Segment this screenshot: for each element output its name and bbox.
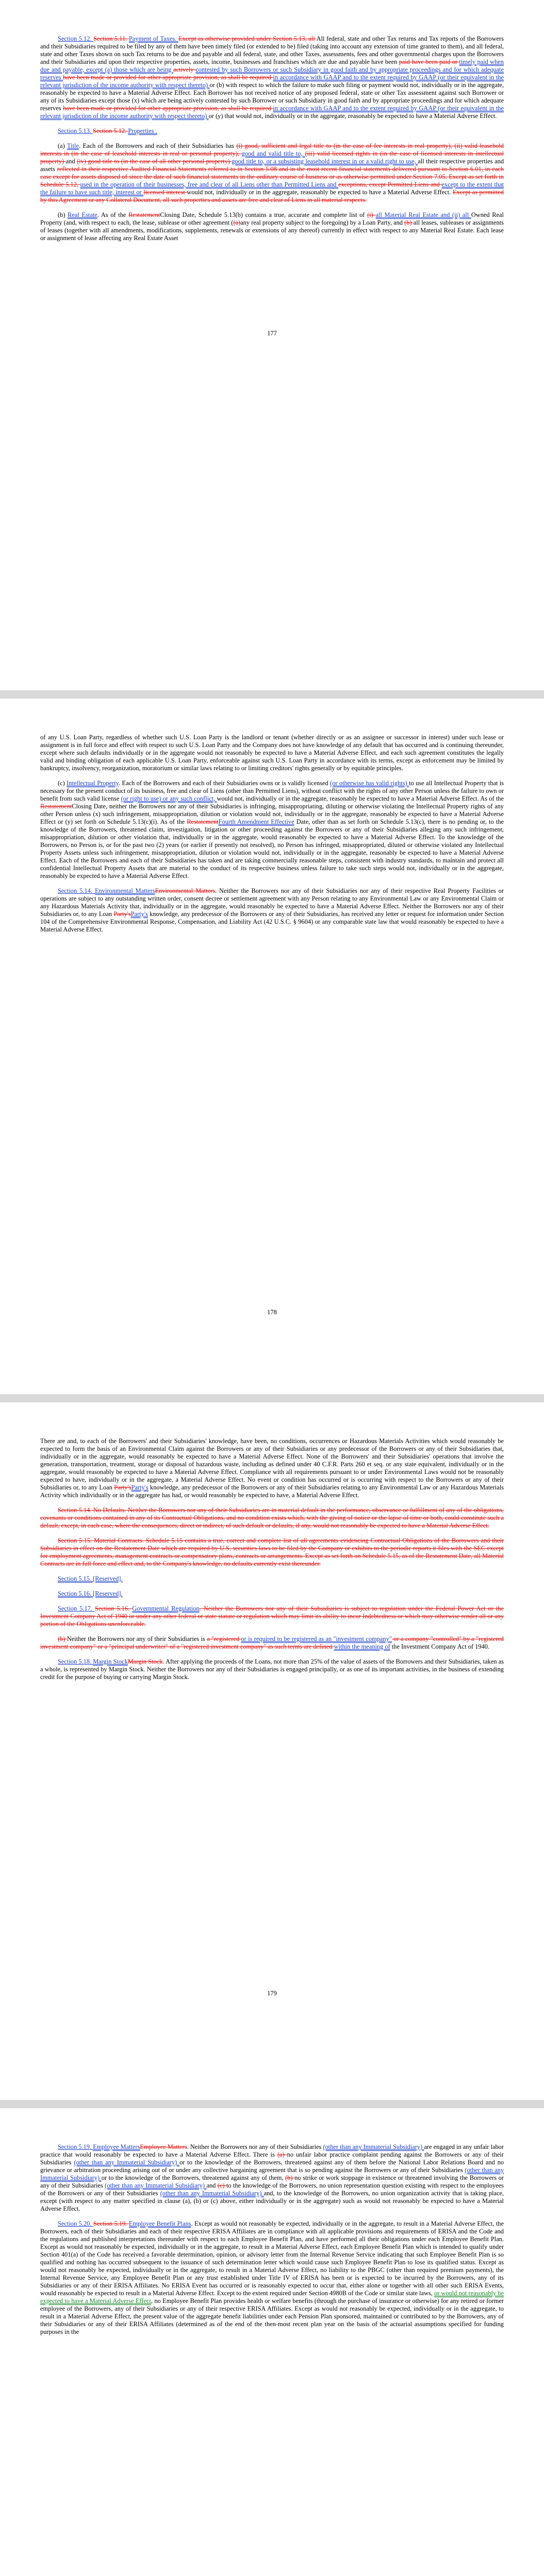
body-text: . Neither the Borrowers nor any of their Subsidiaries nor any of their respective Real Property Facilities or operations are subject to any outstanding written order, consent decree or settlement agreement with any Person relating to any Environmental Law or any Environmental Claim or any Hazardous Materials Activity that, individually or in the aggregate, would reasonably be expected to have a Material Adverse Effect. Neither the Borrowers nor any of their Subsidiaries or, to any Loan	[40, 887, 504, 918]
body-text: and, to the knowledge of the Borrowers, no union organization activity that is taking place, except (with respect to any matter specified in clause (a), (b) or (c) above, either individually or in the aggregate) such as would not reasonably be expected to have a Material Adverse Effect.	[40, 2190, 504, 2212]
deleted-text: Restatement	[128, 211, 160, 218]
deleted-text: paid have been paid or	[399, 58, 459, 65]
deleted-text: licensed interest	[143, 189, 187, 196]
body-text: or to the knowledge of the Borrowers, threatened against any of them,	[101, 2174, 286, 2181]
deleted-text: Section 5.19.	[93, 2220, 129, 2227]
deleted-text: Environmental Matters	[155, 887, 216, 894]
inserted-text: in accordance with GAAP	[273, 105, 343, 112]
body-text: There are and, to each of the Borrowers' and their Subsidiaries' knowledge, have been, no conditions, occurrences or Hazardous Materials Activities which would reasonably be expected to form the basis of an Environmental Claim against the Borrowers or any of their Subsidiaries or any predecessor of the Borrowers or any of their Subsidiaries that, individually or in the aggregate, would reasonably be expected to have a Material Adverse Effect. None of the Borrowers' and their Subsidiaries' operations that involve the generation, transportation, treatment, storage or disposal of hazardous waste, including as defined under 40 C.F.R. Parts 260 et seq. or any state equivalent, individually or in the aggregate, would reasonably be expected to have a Material Adverse Effect. Compliance with all requirements pursuant to or under Environmental Laws would not be reasonably expected to have, individually or in the aggregate, a Material Adverse Effect. No event or condition has occurred or is occurring with respect to the Borrowers or any of their Subsidiaries or, to any Loan	[40, 1437, 504, 1491]
deleted-text: Employee Matters	[140, 2143, 187, 2150]
inserted-text: good title to, or a subsisting leasehold interest in or a valid right to use,	[232, 158, 418, 165]
paragraph	[40, 734, 504, 772]
deleted-text: (c)	[217, 2182, 226, 2189]
deleted-text: (i)	[367, 211, 376, 218]
deleted-text: Except as otherwise provided under Section 5.13, all	[178, 35, 317, 42]
inserted-text: Employee Benefit Plans	[128, 2220, 191, 2227]
body-text: All federal, state and other Tax returns and Tax reports of the Borrowers and their Subsidiaries required to be filed by any of them have been timely	[40, 35, 504, 50]
paragraph	[40, 2220, 504, 2336]
inserted-text: (other than any Immaterial Subsidiary)	[160, 2190, 264, 2197]
document-page	[0, 0, 544, 690]
body-text: or to the knowledge of the Borrowers, threatened against any of them before the National Labor Relations Board and no grievance or arbitration proceeding arising out of or under any collective bargaining agreement that is so pending against the Borrowers or any of their Subsidiaries	[40, 2159, 504, 2174]
body-text: . After applying the proceeds of the Loans, not more than 25% of the value of assets of the Borrowers and their Subsidiaries, taken as a whole, is represented by Margin Stock. Neither the Borrowers nor any of their Subsidiaries is engaged principally, or as one of its important activities, in the business of extending credit for the purpose of buying or carrying Margin Stock.	[40, 1658, 504, 1681]
section-link[interactable]: Section 5.14.	[58, 887, 95, 894]
body-text: . Except as would not reasonably be expected, individually or in the aggregate, to result in a Material Adverse Effect, the Borrowers, each of their Subsidiaries and each of their respective ERISA Affiliates are in compliance with all applicable provisions and requirements of ERISA and the Code and the regulations and published interpretations thereunder with respect to each Employee Benefit Plan, and have performed all their obligations under each Employee Benefit Plan. Except as would not reasonably be expected, individually or in the aggregate, to result in a Material Adverse Effect, each Employee Benefit Plan which is intended to qualify under Section 401(a) of the Code has received a favorable determination, opinion, or advisory letter from the Internal Revenue Service indicating that such Employee Benefit Plan is so qualified and nothing has occurred subsequent to the issuance of such determination letter which would cause such Employee Benefit Plan to lose its qualified status. Except as would not reasonably be expected, individually or in the aggregate, to result in a Material Adverse Effect, no liability to the PBGC (other than required premium payments), the Internal Revenue Service, any Employee Benefit Plan or any trust established under Title IV of ERISA has been or is expected to be incurred by the Borrowers, any of its Subsidiaries or any of their ERISA Affiliates. No ERISA Event has occurred or is reasonably expected to occur that, either alone or together with all other such ERISA Events, would reasonably be expected to result in a Material Adverse Effect. Except to the extent required under Section 4980B of the Code or similar state laws,	[40, 2220, 504, 2297]
body-text: Date, other than as set forth on Schedule 5.13(c), there is no pending or, to the knowledge of the Borrowers, threatened claim, investigation, litigation or other proceeding against the Borrowers or any of their Subsidiaries alleging any such infringement, misappropriation, dilution or other violation that, individually or in the aggregate, would reasonably be expected to have a Material Adverse Effect. To the knowledge of the Borrowers, no Person is, or for the past two (2) years (or earlier if presently not resolved), no Person has infringed, misappropriated, diluted or otherwise violated any Intellectual Property Assets unless such infringement, misappropriation, dilution or violation would not, individually or in the aggregate, reasonably be expected to have a Material Adverse Effect. Each of the Borrowers and each of their Subsidiaries has taken and are taking commercially reasonable steps, consistent with industry standards, to maintain and protect all confidential Intellectual Property Assets that are material to the conduct of its respective business unless failure to take such steps would not, individually or in the aggregate, reasonably be expected to have a Material Adverse Effect.	[40, 818, 504, 879]
inserted-text: (or otherwise has valid rights)	[330, 779, 409, 787]
body-text: to use all Intellectual Property that is necessary for the present conduct of its business, free and clear of Liens (other than Permitted Liens), without conflict with the rights of any other Person unless the failure to own or benefit from such valid license	[40, 779, 504, 802]
body-text: would not, individually or in the aggregate, reasonably be expected to have a Material Adverse Effect. As of the	[217, 795, 504, 802]
body-text: knowledge, any predecessor of the Borrowers or any of their Subsidiaries, has received any letter or request for information under Section 104 of the Comprehensive Environmental Response, Compensation, and Liability Act (42 U.S.C. § 9604) or any comparable state law that would reasonably be expected to have a Material Adverse Effect.	[40, 910, 504, 933]
inserted-text: within the meaning of	[334, 1643, 390, 1650]
inserted-text: Employee Matters	[93, 2143, 140, 2150]
paragraph	[40, 1658, 504, 1681]
deleted-text: Section 5.12.	[93, 127, 128, 134]
body-text: the Investment Company Act of 1940.	[390, 1643, 490, 1650]
body-text: any real property subject to the foregoing) by a Loan Party, and	[240, 219, 405, 226]
body-text: all leases, subleases or assignments of leases (together with all amendments, modifications, supplements, renewals or extensions of any thereof) currently in effect with respect to any Material Real Estate. Each lease or assignment of lease affecting any Real Estate Asset	[40, 219, 504, 242]
paragraph	[40, 1437, 504, 1499]
inserted-text: Party's	[130, 910, 148, 918]
body-text: no unfair labor practice complaint pending against the Borrowers or any of their Subsidiaries	[40, 2151, 504, 2166]
paragraph	[40, 127, 504, 135]
document-page	[0, 699, 544, 1394]
body-text: (c)	[58, 779, 67, 787]
body-text: Closing Date, Schedule 5.13(b) contains a true, accurate and complete list of	[160, 211, 368, 218]
inserted-text: except to the extent that the failure to have such title, interest or	[40, 181, 504, 196]
paragraph	[40, 1575, 504, 1583]
deleted-text: (b)	[404, 219, 414, 226]
body-text: (b)	[58, 211, 68, 218]
body-text: would not, individually or in the aggregate, reasonably be expected to have a Material Adverse Effect.	[187, 189, 453, 196]
deleted-text: (a)	[233, 219, 241, 226]
body-text: . Neither the Borrowers nor any of their Subsidiaries	[187, 2143, 323, 2150]
inserted-text: Party's	[131, 1484, 149, 1491]
inserted-text: or is required to be registered as an "investment company"	[241, 1635, 392, 1642]
deleted-text: Restatement	[40, 803, 72, 810]
deleted-text: . Neither the Borrowers nor any of their Subsidiaries is subject to regulation under the Federal Power Act or the Investment Company Act of 1940 or under any other federal or state statute or regulation which may limit its ability to incur Indebtedness or which may otherwise render all or any portion of the Obligations unenforceable.	[40, 1605, 504, 1628]
moved-text: or would not reasonably be expected to have a Material Adverse Effect	[40, 2290, 504, 2304]
body-text: , no Employee Benefit Plan provides health or welfare benefits (through the purchase of insurance or otherwise) for any retired or former employee of the Borrowers, any of their Subsidiaries or any of their respective ERISA Affiliates. Except as would not reasonably be expected, individually or in the aggregate, to result in a Material Adverse Effect, the present value of the aggregate benefit liabilities under each Pension Plan sponsored, maintained or contributed to by the Borrowers, any of their Subsidiaries or any of their ERISA Affiliates (determined as of the end of the then-most recent plan year on the basis of the actuarial assumptions specified for funding purposes in the	[40, 2297, 504, 2335]
body-text: and	[65, 158, 77, 165]
deleted-text: Restatement	[187, 818, 219, 825]
inserted-text: all Material Real Estate and (ii) all	[375, 211, 471, 218]
paragraph	[40, 779, 504, 880]
deleted-text: (a)	[277, 2151, 287, 2158]
body-text: or (y) that would not, individually or in the aggregate, reasonably be expected to have a Material Adverse Effect.	[208, 112, 497, 120]
body-text: no strike or work stoppage in existence or threatened involving the Borrowers or any of their Subsidiaries	[40, 2174, 504, 2189]
inserted-text: Governmental Regulation	[132, 1605, 200, 1612]
paragraph	[40, 142, 504, 204]
paragraph	[40, 887, 504, 934]
paragraph	[40, 2143, 504, 2213]
section-link[interactable]: Section 5.17.	[58, 1605, 95, 1612]
deleted-text: or a company "controlled" by a "registered investment company" or a "principal underwriter" of a "registered investment company" as such terms are defined	[40, 1635, 504, 1650]
deleted-text: Section 5.15. Material Contracts. Schedule 5.15 contains a true, correct and complete list of all agreements evidencing Contractual Obligations of the Borrowers and their Subsidiaries in effect on the Restatement Date which are required by U.S. securities laws to be filed by the Company or exhibits to the periodic reports it files with the SEC except for employment agreements, management contracts or compensatory plans, contracts or arrangements. Except as set forth on Schedule 5.15, as of the Restatement Date, all Material Contracts are in full force and effect and, to the Company's knowledge, no defaults currently exist thereunder.	[40, 1537, 504, 1567]
body-text: all their respective properties and assets	[40, 158, 504, 173]
deleted-text: reflected in their respective Audited Financial Statements referred to in Section 5.08 and in the most recent financial statements delivered pursuant to Section 6.01, in each case except for assets disposed of since the date of such financial statements in the ordinary course of business or as otherwise permitted under Section 7.05. Except as set forth in Schedule 5.12,	[40, 165, 504, 188]
page-number: 178	[267, 1309, 277, 1316]
inserted-text: timely paid when due and payable, except (a) those which are being	[40, 58, 504, 73]
deleted-text: Section 5.14. No Defaults. Neither the Borrowers nor any of their Subsidiaries are in material default in the performance, observance or fulfillment of any of the obligations, covenants or conditions contained in any of its Contractual Obligations, and no condition exists which, with the giving of notice or the lapse of time or both, could constitute such a default, except, in each case, where the consequences, direct or indirect, of such default or defaults, if any, would not reasonably be expected to have a Material Adverse Effect.	[40, 1506, 504, 1529]
deleted-text: (iii) valid licensed rights in (in the case of licensed interests in intellectual property)	[40, 150, 504, 165]
inserted-text: (other than any Immaterial Subsidiary)	[74, 2159, 180, 2166]
paragraph	[40, 1605, 504, 1628]
paragraph	[40, 211, 504, 242]
deleted-text: (b)	[58, 1635, 67, 1642]
body-text: . Each of the Borrowers and each of their Subsidiaries has	[78, 142, 237, 149]
inserted-text: and to the extent required by GAAP (or their equivalent in the relevant jurisdiction of the income authority with respect thereto)	[40, 74, 504, 89]
deleted-text: Margin Stock	[127, 1658, 163, 1665]
inserted-text: Payment of Taxes.	[128, 35, 178, 42]
deleted-text: (b)	[285, 2174, 295, 2181]
document-page	[0, 1402, 544, 2100]
inserted-text: and to the extent required by GAAP (or their equivalent in the relevant jurisdiction of the income authority with respect thereto)	[40, 105, 504, 120]
page-number: 179	[267, 1990, 277, 1997]
inserted-text: Margin Stock	[93, 1658, 128, 1665]
inserted-text: (or right to use) or any such conflict,	[121, 795, 217, 802]
deleted-text: Section 5.11.	[93, 35, 129, 42]
inserted-text: Title	[67, 142, 79, 149]
body-text: Neither the Borrowers nor any of their Subsidiaries is	[67, 1635, 207, 1642]
body-text: and	[206, 2182, 218, 2189]
deleted-text: (i) good, sufficient and legal title to (in the case of fee interests in real property), (ii) valid leasehold interests in (in the case of leasehold interests in real or personal property),	[40, 142, 504, 157]
inserted-text: (other than any Immaterial Subsidiary)	[105, 2182, 207, 2189]
paragraph	[40, 1506, 504, 1530]
inserted-text: Intellectual Property	[67, 779, 119, 787]
paragraph	[40, 35, 504, 120]
section-link[interactable]: Section 5.12.	[58, 35, 94, 42]
body-text: filed (or extended to be) filed (taking into account any extension of time granted to them), and all federal, state and other Taxes shown on such Tax returns to be due and payable and all federal, state, and other Taxes, assessments, fees and other governmental charges upon the Borrowers and their Subsidiaries and upon their respective properties, assets, income, businesses and franchises which are due and payable have been	[40, 43, 504, 65]
deleted-text: a "registered	[207, 1635, 241, 1642]
deleted-text: Except as permitted by this Agreement or any Collateral Document, all such properties and assets are free and clear of Liens in all material respects.	[40, 189, 504, 204]
body-text: knowledge, any predecessor of the Borrowers or any of their Subsidiaries relating to any Environmental Law or any Hazardous Materials Activity which individually or in the aggregate has had, or would reasonably be expected to have, a Material Adverse Effect.	[40, 1484, 504, 1499]
deleted-text: have been made or provided for other appropriate provision, as shall be required	[63, 105, 273, 112]
body-text: . As of the	[97, 211, 129, 218]
inserted-text: in accordance with GAAP	[273, 74, 343, 81]
inserted-text: Real Estate	[68, 211, 97, 218]
section-link[interactable]: Section 5.13.	[58, 127, 93, 134]
deleted-text: actively	[173, 66, 196, 73]
body-text: of any U.S. Loan Party, regardless of whether such U.S. Loan Party is the landlord or tenant (whether directly or as an assignee or successor in interest) under such lease or assignment is in full force and effect with respect to such U.S. Loan Party and the Company does not have knowledge of any default that has occurred and is continuing thereunder, except where such defaults individually or in the aggregate would not reasonably be expected to have a Material Adverse Effect, and each such agreement constitutes the legally valid and binding obligation of each applicable U.S. Loan Party, enforceable against such U.S. Loan Party in accordance with its terms, except as enforcement may be limited by bankruptcy, insolvency, reorganization, moratorium or similar laws relating to or limiting creditors' rights generally or by equitable principles.	[40, 734, 504, 772]
body-text: (a)	[58, 142, 67, 149]
section-link[interactable]: Section 5.20.	[58, 2220, 93, 2227]
deleted-text: Section 5.16.	[95, 1605, 133, 1612]
inserted-text: Fourth Amendment Effective	[218, 818, 294, 825]
section-link[interactable]: Section 5.18.	[58, 1658, 93, 1665]
body-text: or (b) with respect to which the failure to make such filing or payment would not, individually or in the aggregate, reasonably be expected to have a Material Adverse Effect. Each Borrower has not received notice of any proposed federal, state or other Tax assessment against such Borrower or any of its Subsidiaries except those (x) which are being actively contested by such Borrower or such Subsidiary in good faith and by appropriate proceedings and for which adequate reserves	[40, 81, 504, 112]
deleted-text: (iv) good title to (in the case of all other personal property)	[77, 158, 232, 165]
paragraph	[40, 1537, 504, 1568]
page-number: 177	[267, 330, 277, 337]
body-text: Closing Date, neither the Borrowers nor any of their Subsidiaries is infringing, misappropriating, diluting or otherwise violating the Intellectual Property rights of any other Person unless (x) such infringement, misappropriation, dilution or violation would not, individually or in the aggregate, reasonably be expected to have a Material Adverse Effect or (y) set forth on Schedule 5.13(c)(i). As of the	[40, 803, 504, 825]
inserted-text: Section 5.16. [Reserved].	[58, 1590, 123, 1597]
document-page	[0, 2108, 544, 2576]
inserted-text: Environmental Matters	[95, 887, 155, 894]
body-text: are engaged in any unfair labor practice that would reasonably be expected to have a Material Adverse Effect. There is	[40, 2143, 504, 2158]
body-text: Owned Real Property (and, with respect to each, the lease, sublease or other agreement (	[40, 211, 504, 226]
deleted-text: exceptions, except Permitted Liens and	[338, 181, 442, 188]
inserted-text: contested by such Borrowers or such Subsidiary in good faith and by appropriate proceedings and for which adequate reserves	[40, 66, 504, 81]
inserted-text: Properties .	[128, 127, 157, 134]
deleted-text: Party's	[114, 1484, 131, 1491]
deleted-text: Party's	[113, 910, 131, 918]
paragraph	[40, 1590, 504, 1598]
inserted-text: (other than any Immaterial Subsidiary)	[323, 2143, 424, 2150]
body-text: . Each of the Borrowers and each of their Subsidiaries owns or is validly licensed	[119, 779, 331, 787]
body-text: to the knowledge of the Borrowers, no union representation question existing with respect to the employees of the Borrowers or any of their Subsidiaries	[40, 2182, 504, 2197]
section-link[interactable]: Section 5.19.	[58, 2143, 93, 2150]
inserted-text: (other than any Immaterial Subsidiary)	[40, 2166, 504, 2181]
inserted-text: used in the operation of their businesses, free and clear of all Liens other than Permitted Liens and	[80, 181, 339, 188]
deleted-text: have been made or provided for other appropriate provision, as shall be required	[63, 74, 273, 81]
inserted-text: Section 5.15. [Reserved].	[58, 1575, 123, 1582]
inserted-text: good and valid title to,	[241, 150, 305, 157]
paragraph	[40, 1635, 504, 1651]
